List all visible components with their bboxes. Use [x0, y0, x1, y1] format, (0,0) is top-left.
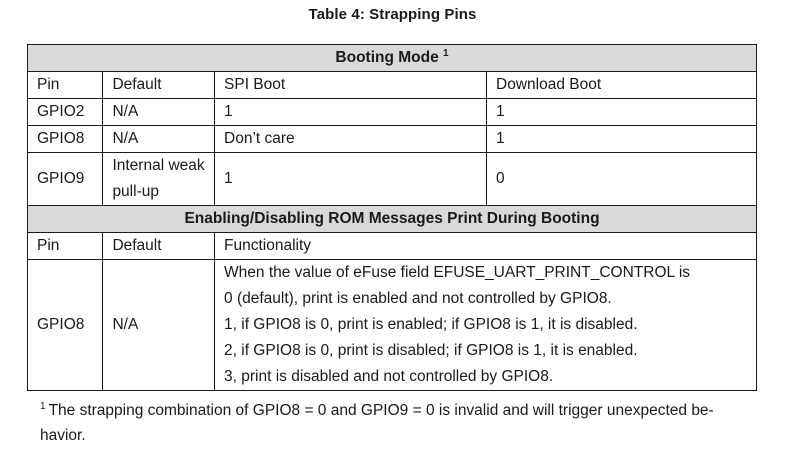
- cell-default: N/A: [103, 126, 215, 153]
- cell-default: N/A: [103, 260, 215, 391]
- rom-messages-section-header: Enabling/Disabling ROM Messages Print During Booting: [28, 206, 757, 233]
- cell-spi-boot: 1: [215, 153, 487, 206]
- cell-default: Internal weak pull-up: [103, 153, 215, 206]
- functionality-line: When the value of eFuse field EFUSE_UART_PRINT_CONTROL is: [224, 264, 691, 281]
- cell-download-boot: 1: [487, 126, 757, 153]
- column-header-functionality: Functionality: [215, 233, 757, 260]
- booting-mode-section-header: [28, 45, 757, 72]
- cell-download-boot: 0: [487, 153, 757, 206]
- table-caption: Table 4: Strapping Pins: [308, 6, 477, 23]
- cell-pin: GPIO2: [28, 99, 103, 126]
- functionality-line: 3, print is disabled and not controlled by GPIO8.: [224, 368, 554, 385]
- table-row: [28, 126, 757, 153]
- cell-functionality: [215, 260, 757, 391]
- table-footnote: [40, 398, 760, 448]
- cell-spi-boot: 1: [215, 99, 487, 126]
- functionality-line: 0 (default), print is enabled and not controlled by GPIO8.: [224, 290, 612, 307]
- column-header-pin: Pin: [28, 233, 103, 260]
- cell-pin: GPIO9: [28, 153, 103, 206]
- column-header-pin: Pin: [28, 72, 103, 99]
- rom-messages-section-row: [28, 206, 757, 233]
- cell-spi-boot: Don’t care: [215, 126, 487, 153]
- footnote-text: The strapping combination of GPIO8 = 0 and GPIO9 = 0 is invalid and will trigger unexpected be-: [48, 402, 714, 419]
- table-row: [28, 99, 757, 126]
- cell-download-boot: 1: [487, 99, 757, 126]
- footnote-marker: 1: [40, 401, 46, 412]
- strapping-pins-table: [27, 44, 757, 391]
- rom-messages-header-row: [28, 233, 757, 260]
- booting-mode-section-row: [28, 45, 757, 72]
- functionality-line: 2, if GPIO8 is 0, print is disabled; if GPIO8 is 1, it is enabled.: [224, 342, 638, 359]
- column-header-spi-boot: SPI Boot: [215, 72, 487, 99]
- column-header-download-boot: Download Boot: [487, 72, 757, 99]
- booting-mode-header-row: [28, 72, 757, 99]
- cell-pin: GPIO8: [28, 260, 103, 391]
- column-header-default: Default: [103, 233, 215, 260]
- table-row: [28, 153, 757, 206]
- booting-mode-title: Booting Mode: [335, 49, 439, 66]
- column-header-default: Default: [103, 72, 215, 99]
- footnote-text-continued: havior.: [40, 427, 86, 444]
- functionality-line: 1, if GPIO8 is 0, print is enabled; if GPIO8 is 1, it is disabled.: [224, 316, 638, 333]
- cell-pin: GPIO8: [28, 126, 103, 153]
- table-row: [28, 260, 757, 391]
- footnote-ref-marker: 1: [443, 48, 449, 59]
- cell-default: N/A: [103, 99, 215, 126]
